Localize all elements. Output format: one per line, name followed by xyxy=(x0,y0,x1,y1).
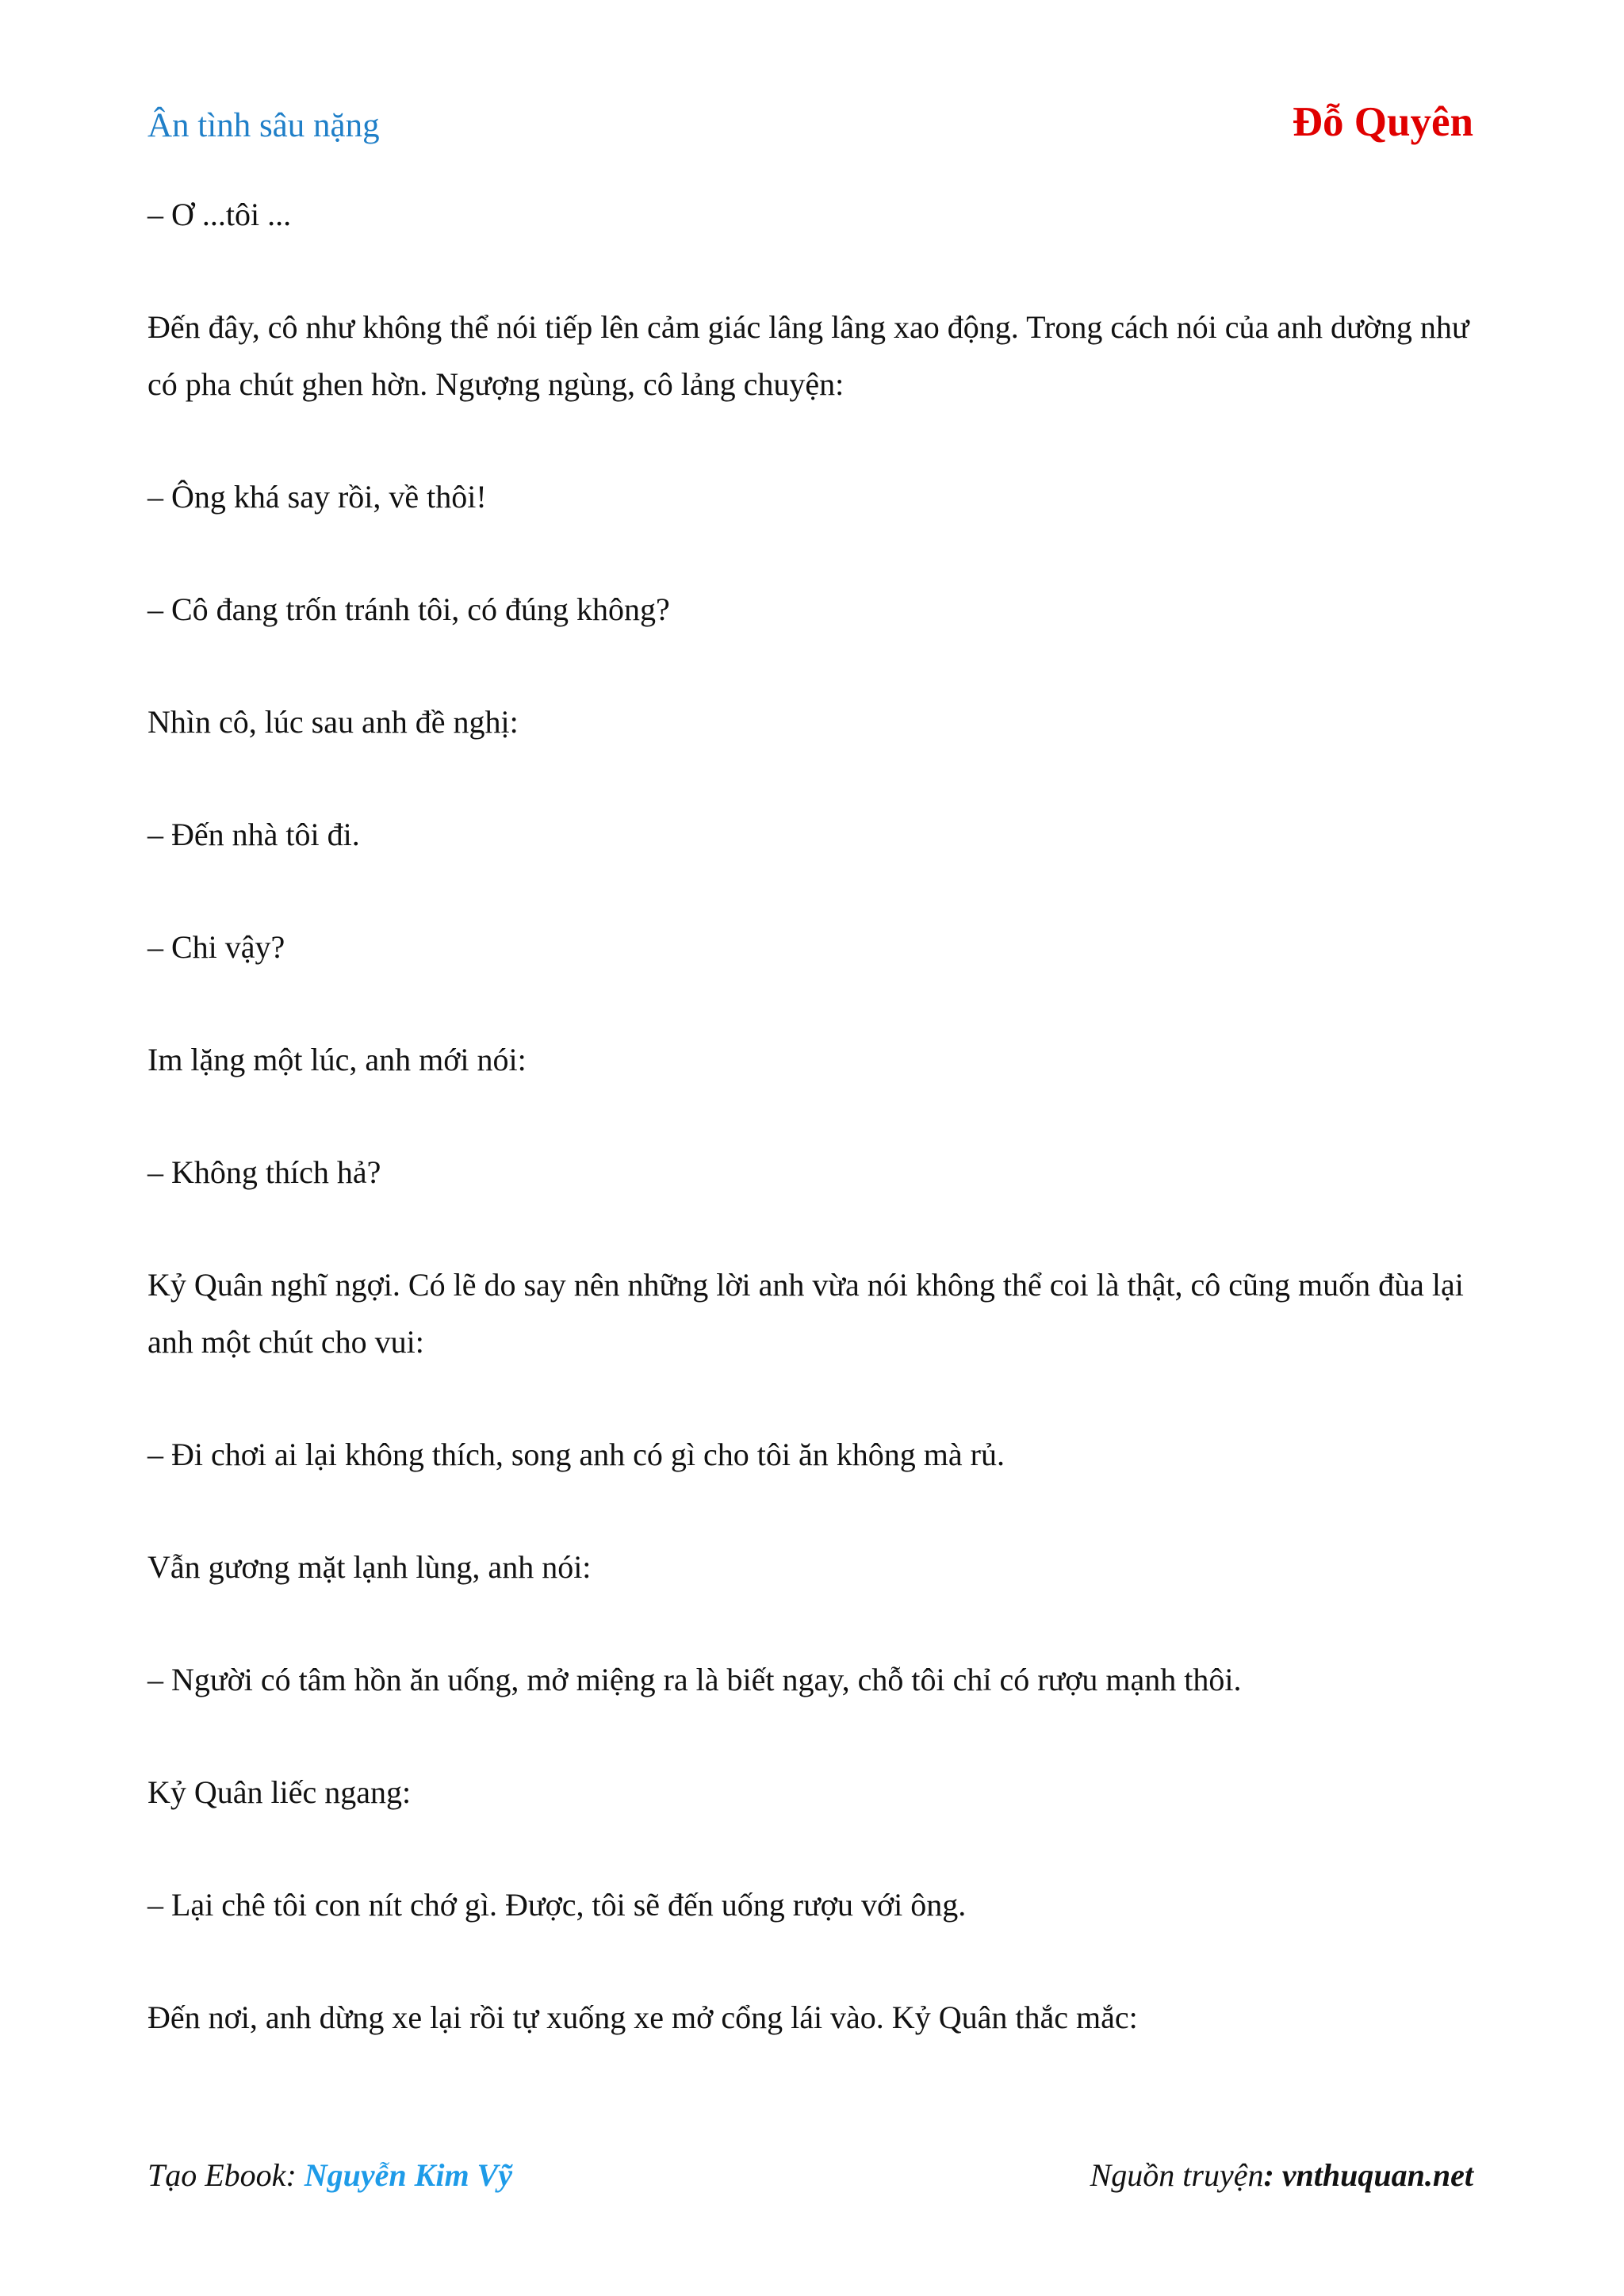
page-header xyxy=(147,95,1473,166)
paragraph-5: Nhìn cô, lúc sau anh đề nghị: xyxy=(147,704,519,740)
paragraph-11: – Đi chơi ai lại không thích, song anh có gì cho tôi ăn không mà rủ. xyxy=(147,1437,1005,1472)
paragraph-16: Đến nơi, anh dừng xe lại rồi tự xuống xe mở cổng lái vào. Kỷ Quân thắc mắc: xyxy=(147,1999,1138,2035)
paragraph-13: – Người có tâm hồn ăn uống, mở miệng ra là biết ngay, chỗ tôi chỉ có rượu mạnh thôi. xyxy=(147,1662,1242,1697)
paragraph-4: – Cô đang trốn tránh tôi, có đúng không? xyxy=(147,591,670,627)
paragraph-10: Kỷ Quân nghĩ ngợi. Có lẽ do say nên những lời anh vừa nói không thể coi là thật, cô cũng muốn đùa lại anh một chút cho vui: xyxy=(147,1267,1464,1360)
paragraph-7: – Chi vậy? xyxy=(147,929,285,965)
paragraph-2: Đến đây, cô như không thể nói tiếp lên cảm giác lâng lâng xao động. Trong cách nói của anh dường như có pha chút ghen hờn. Ngượng ngùng, cô lảng chuyện: xyxy=(147,309,1469,402)
source-label: Nguồn truyện xyxy=(1090,2157,1264,2193)
paragraph-15: – Lại chê tôi con nít chớ gì. Được, tôi sẽ đến uống rượu với ông. xyxy=(147,1887,967,1923)
paragraph-1: – Ơ ...tôi ... xyxy=(147,197,292,232)
book-author: Đỗ Quyên xyxy=(1292,99,1473,145)
paragraph-3: – Ông khá say rồi, về thôi! xyxy=(147,479,487,515)
book-title: Ân tình sâu nặng xyxy=(147,107,380,144)
source-name: vnthuquan.net xyxy=(1281,2157,1473,2193)
source-colon: : xyxy=(1263,2157,1274,2193)
paragraph-6: – Đến nhà tôi đi. xyxy=(147,817,360,852)
page-footer xyxy=(147,2156,1473,2204)
paragraph-14: Kỷ Quân liếc ngang: xyxy=(147,1774,412,1810)
creator-name: Nguyễn Kim Vỹ xyxy=(304,2157,512,2193)
paragraph-9: – Không thích hả? xyxy=(147,1154,381,1190)
paragraph-8: Im lặng một lúc, anh mới nói: xyxy=(147,1042,527,1077)
source-credit xyxy=(1090,2156,1473,2194)
creator-label: Tạo Ebook xyxy=(147,2157,286,2193)
paragraph-12: Vẫn gương mặt lạnh lùng, anh nói: xyxy=(147,1549,592,1585)
creator-colon: : xyxy=(285,2157,297,2193)
page-content xyxy=(147,186,1473,2102)
ebook-credit xyxy=(147,2156,512,2194)
